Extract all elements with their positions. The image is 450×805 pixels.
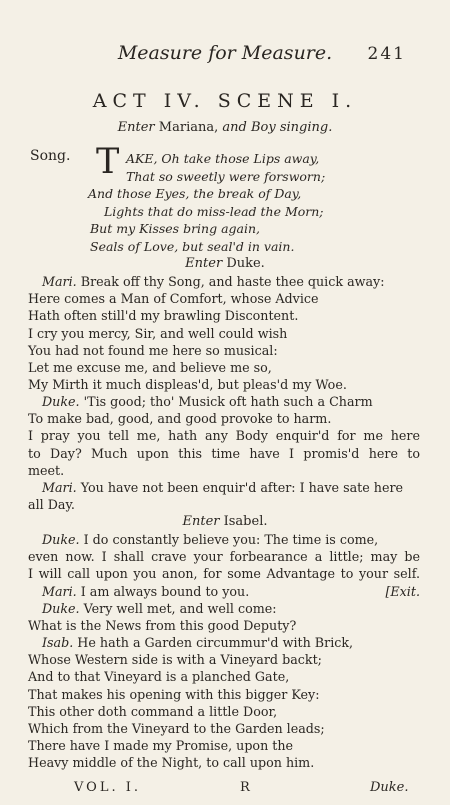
speech-mariana-2 — [28, 479, 420, 513]
speech-line: This other doth command a little Door, — [28, 703, 278, 719]
speech-line: Heavy middle of the Night, to call upon him. — [28, 755, 315, 771]
stage-direction-verb: Enter — [117, 120, 155, 135]
speech-text: He hath a Garden circummur'd with Brick, — [77, 635, 354, 650]
exit-direction: [Exit. — [385, 584, 420, 599]
speech-text: Very well met, and well come: — [83, 601, 277, 616]
act-scene-heading: ACT IV. SCENE I. — [92, 90, 358, 112]
speech-line: meet. — [28, 462, 65, 478]
song-line: And those Eyes, the break of Day, — [88, 186, 302, 202]
speech-line: To make bad, good, and good provoke to harm. — [28, 411, 332, 427]
speech-first-line — [28, 531, 420, 548]
speech-text: You have not been enquir'd after: I have sate here — [80, 480, 404, 495]
speech-mariana-3 — [28, 583, 420, 600]
song-line: Seals of Love, but seal'd in vain. — [90, 239, 295, 254]
speech-text: I do constantly believe you: The time is come, — [83, 532, 379, 547]
page-footer — [0, 780, 450, 800]
speech-first-line — [28, 634, 420, 651]
stage-direction-enter-mariana — [0, 120, 450, 135]
speech-line: I cry you mercy, Sir, and well could wish — [28, 325, 288, 341]
speaker-name: Mari. — [42, 584, 77, 599]
speech-text: Break off thy Song, and haste thee quick away: — [80, 274, 385, 289]
song-label: Song. — [30, 148, 71, 164]
speech-line: And to that Vineyard is a planched Gate, — [28, 669, 290, 685]
signature-volume: VOL. I. — [74, 780, 141, 795]
speech-line: What is the News from this good Deputy? — [28, 618, 297, 634]
stage-direction-rest: and Boy singing. — [222, 120, 333, 135]
song-line: Lights that do miss-lead the Morn; — [104, 203, 324, 219]
speech-line: Which from the Vineyard to the Garden leads; — [28, 721, 325, 737]
speech-mariana-1 — [28, 273, 420, 393]
speech-line: to Day? Much upon this time have I promis'd here to — [28, 445, 420, 461]
speaker-name: Duke. — [42, 532, 80, 547]
speaker-name: Duke. — [42, 394, 80, 409]
speech-first-line — [28, 393, 420, 410]
running-title: Measure for Measure. — [117, 42, 333, 64]
speech-text: 'Tis good; tho' Musick oft hath such a Charm — [83, 394, 373, 409]
stage-direction-verb: Enter — [185, 256, 223, 271]
speech-line: There have I made my Promise, upon the — [28, 738, 294, 754]
running-head — [0, 42, 450, 72]
speaker-name: Mari. — [42, 480, 77, 495]
speaker-name: Duke. — [42, 601, 80, 616]
speech-isabel-1 — [28, 634, 420, 772]
speech-line: My Mirth it much displeas'd, but pleas'd my Woe. — [28, 377, 347, 393]
speech-line: Hath often still'd my brawling Discontent. — [28, 308, 299, 324]
stage-direction-enter-isabel — [0, 514, 450, 529]
stage-direction-names: Isabel. — [223, 514, 268, 529]
speech-line: Whose Western side is with a Vineyard backt; — [28, 652, 322, 668]
catchword: Duke. — [370, 780, 409, 795]
speech-first-line — [28, 479, 420, 496]
speech-line: Here comes a Man of Comfort, whose Advice — [28, 291, 319, 307]
stage-direction-verb: Enter — [182, 514, 220, 529]
stage-direction-enter-duke — [0, 256, 450, 271]
drop-cap: T — [96, 142, 120, 182]
song-line: But my Kisses bring again, — [90, 221, 261, 237]
song-line: AKE, Oh take those Lips away, — [126, 151, 320, 166]
speech-first-line — [28, 600, 420, 617]
speech-line: That makes his opening with this bigger Key: — [28, 686, 320, 702]
speech-line: I will call upon you anon, for some Advantage to your self. — [28, 566, 420, 582]
speech-first-line — [28, 273, 420, 290]
speech-duke-1 — [28, 393, 420, 479]
speech-text: I am always bound to you. — [80, 584, 250, 599]
stage-direction-names: Duke. — [226, 256, 265, 271]
speech-line: even now. I shall crave your forbearance a little; may be — [28, 549, 420, 565]
song-line: That so sweetly were forsworn; — [126, 168, 326, 184]
speech-duke-3 — [28, 600, 420, 634]
speaker-name: Mari. — [42, 274, 77, 289]
speech-line: You had not found me here so musical: — [28, 342, 278, 358]
speech-line: Let me excuse me, and believe me so, — [28, 360, 272, 376]
speaker-name: Isab. — [42, 635, 74, 650]
stage-direction-names: Mariana, — [158, 120, 219, 135]
page-number: 241 — [367, 44, 406, 64]
speech-duke-2 — [28, 531, 420, 583]
speech-first-line — [28, 583, 420, 600]
speech-line: all Day. — [28, 497, 75, 513]
speech-line: I pray you tell me, hath any Body enquir'd for me here — [28, 428, 420, 444]
signature-mark: R — [240, 780, 250, 795]
